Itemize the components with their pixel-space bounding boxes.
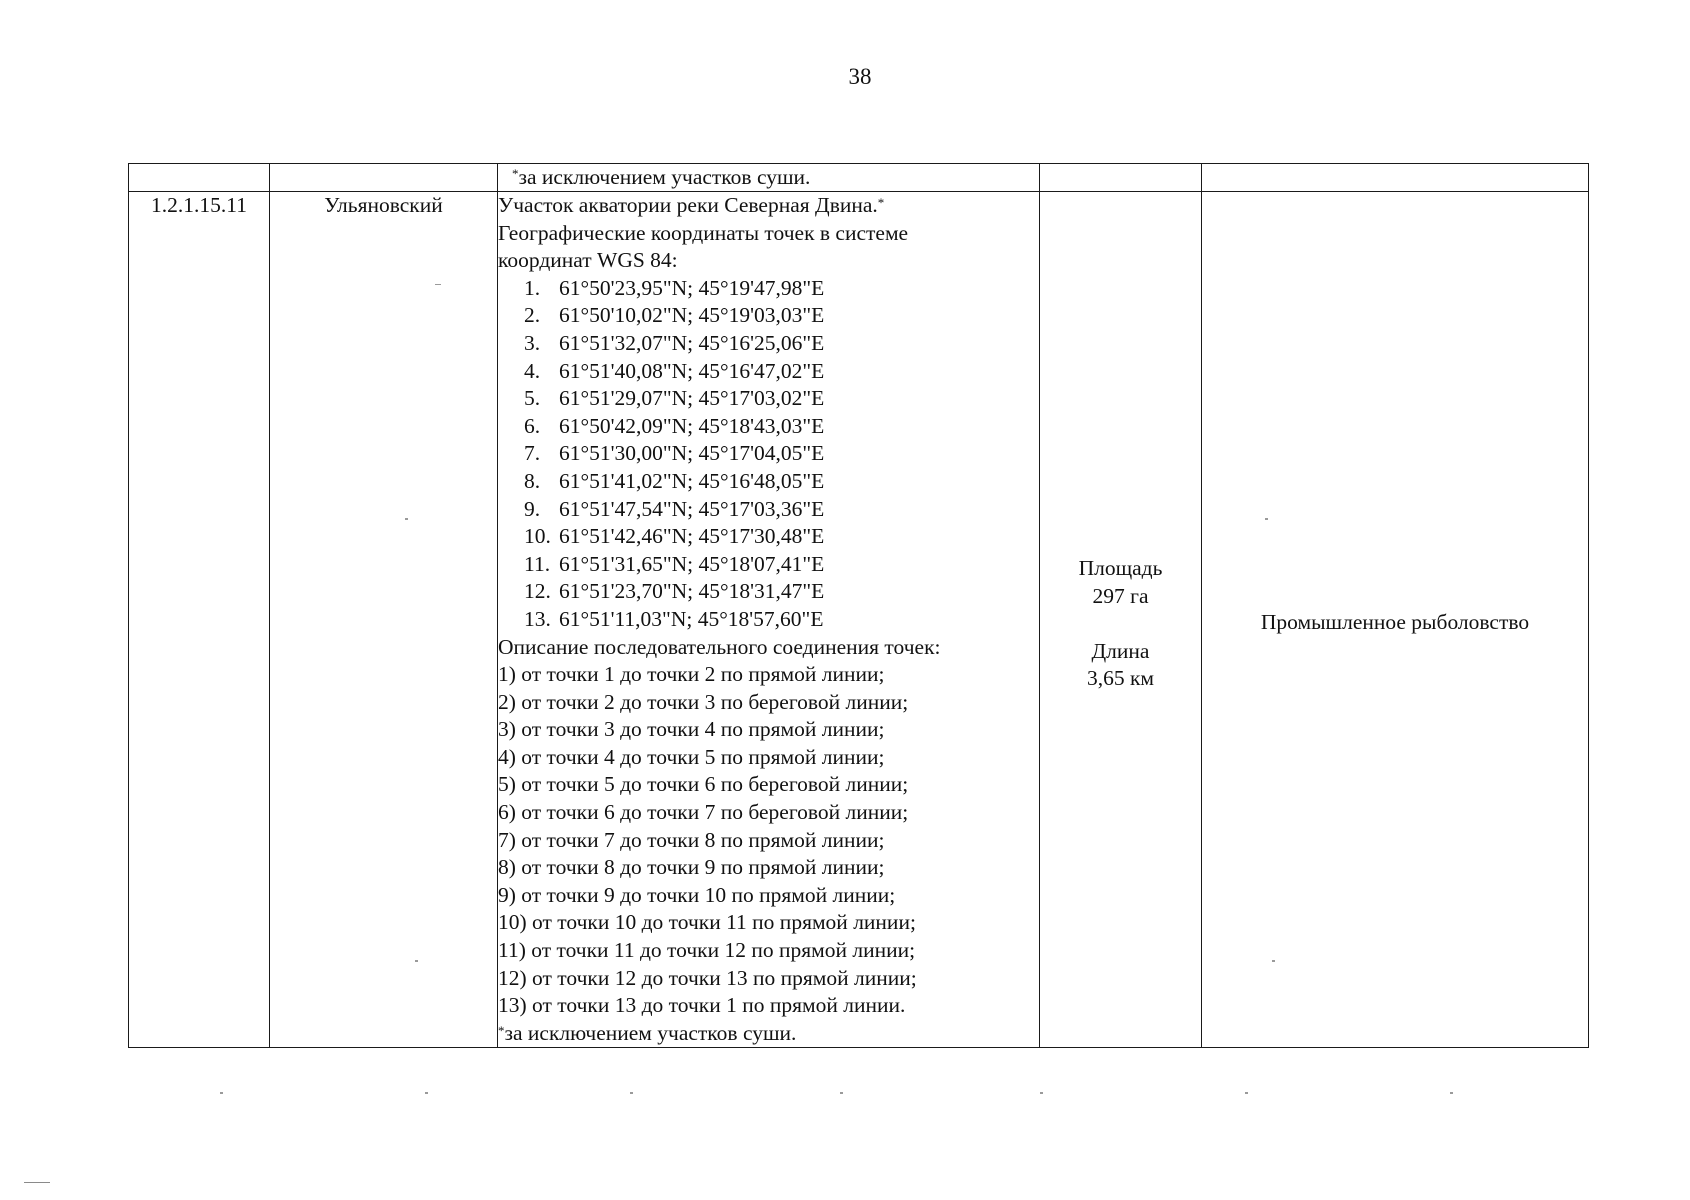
asterisk-mark: * — [512, 166, 519, 181]
list-item: 7. 61°51'30,00"N; 45°17'04,05"E — [524, 441, 825, 466]
list-item: 10. 61°51'42,46"N; 45°17'30,48"E — [524, 524, 825, 549]
page-number: 38 — [848, 64, 872, 89]
list-item: 9. 61°51'47,54"N; 45°17'03,36"E — [524, 496, 825, 521]
connection-line: 2) от точки 2 до точки 3 по береговой линии; — [498, 689, 909, 714]
connection-line: 10) от точки 10 до точки 11 по прямой линии; — [498, 910, 916, 935]
area-label: Площадь — [1078, 556, 1163, 580]
scan-artifact — [1265, 518, 1268, 520]
connection-line: 3) от точки 3 до точки 4 по прямой линии; — [498, 717, 885, 742]
connection-line: 12) от точки 12 до точки 13 по прямой линии; — [498, 965, 917, 990]
asterisk-mark: * — [498, 1022, 505, 1038]
list-item: 1. 61°50'23,95"N; 45°19'47,98"E — [524, 275, 825, 300]
list-item: 6. 61°50'42,09"N; 45°18'43,03"E — [524, 413, 825, 438]
area-title: Участок акватории реки Северная Двина.* — [498, 193, 885, 217]
list-item: 4. 61°51'40,08"N; 45°16'47,02"E — [524, 358, 825, 383]
list-item: 11. 61°51'31,65"N; 45°18'07,41"E — [524, 551, 825, 576]
name-cell-empty — [270, 164, 498, 192]
connection-line: 6) от точки 6 до точки 7 по береговой линии; — [498, 800, 909, 825]
area-value: 297 га — [1092, 583, 1149, 608]
coords-intro-line-2: координат WGS 84: — [498, 248, 678, 273]
connection-heading: Описание последовательного соединения точек: — [498, 634, 941, 659]
code-cell-empty — [129, 164, 270, 192]
scan-artifact — [630, 1092, 633, 1094]
purpose-cell — [1202, 192, 1589, 1048]
area-description-cell — [498, 192, 1040, 1048]
fishing-areas-table — [128, 163, 1589, 1048]
connection-line: 9) от точки 9 до точки 10 по прямой линии; — [498, 882, 896, 907]
land-exclusion-note-row: *за исключением участков суши. — [498, 1020, 797, 1045]
connection-line: 11) от точки 11 до точки 12 по прямой линии; — [498, 938, 916, 963]
length-value: 3,65 км — [1086, 666, 1155, 691]
coords-intro-line-1: Географические координаты точек в системе — [498, 220, 909, 245]
list-item: 12. 61°51'23,70"N; 45°18'31,47"E — [524, 579, 825, 604]
connection-line: 7) от точки 7 до точки 8 по прямой линии; — [498, 827, 885, 852]
purpose-cell-empty — [1202, 164, 1589, 192]
scan-artifact — [840, 1092, 843, 1094]
area-params-cell — [1040, 192, 1202, 1048]
table-row-continuation — [129, 164, 1589, 192]
scan-artifact — [24, 1182, 50, 1183]
area-name: Ульяновский — [324, 193, 443, 217]
scan-artifact — [405, 518, 408, 520]
land-exclusion-note: за исключением участков суши. — [518, 165, 811, 189]
list-item: 3. 61°51'32,07"N; 45°16'25,06"E — [524, 330, 825, 355]
scan-artifact — [220, 1092, 223, 1094]
list-item: 5. 61°51'29,07"N; 45°17'03,02"E — [524, 386, 825, 411]
coordinate-list — [498, 275, 1039, 634]
list-item: 8. 61°51'41,02"N; 45°16'48,05"E — [524, 468, 825, 493]
scan-artifact — [415, 960, 418, 962]
connection-line: 1) от точки 1 до точки 2 по прямой линии; — [498, 662, 885, 687]
asterisk-mark: * — [877, 195, 885, 210]
connection-line: 5) от точки 5 до точки 6 по береговой линии; — [498, 772, 909, 797]
length-label: Длина — [1091, 638, 1150, 663]
params-cell-empty — [1040, 164, 1202, 192]
scan-artifact — [1040, 1092, 1043, 1094]
area-code: 1.2.1.15.11 — [151, 193, 247, 217]
purpose-text: Промышленное рыболовство — [1260, 610, 1530, 634]
scan-artifact — [1245, 1092, 1248, 1094]
continuation-note-cell — [498, 164, 1040, 192]
connection-line: 4) от точки 4 до точки 5 по прямой линии; — [498, 744, 885, 769]
connection-line: 8) от точки 8 до точки 9 по прямой линии; — [498, 855, 885, 880]
area-code-cell — [129, 192, 270, 1048]
list-item: 13. 61°51'11,03"N; 45°18'57,60"E — [524, 606, 824, 631]
area-name-cell — [270, 192, 498, 1048]
scan-artifact — [1450, 1092, 1453, 1094]
list-item: 2. 61°50'10,02"N; 45°19'03,03"E — [524, 303, 825, 328]
table-row — [129, 192, 1589, 1048]
scan-artifact — [425, 1092, 428, 1094]
scan-artifact — [435, 284, 441, 285]
scan-artifact — [1272, 960, 1275, 962]
connection-line: 13) от точки 13 до точки 1 по прямой линии. — [498, 993, 906, 1018]
